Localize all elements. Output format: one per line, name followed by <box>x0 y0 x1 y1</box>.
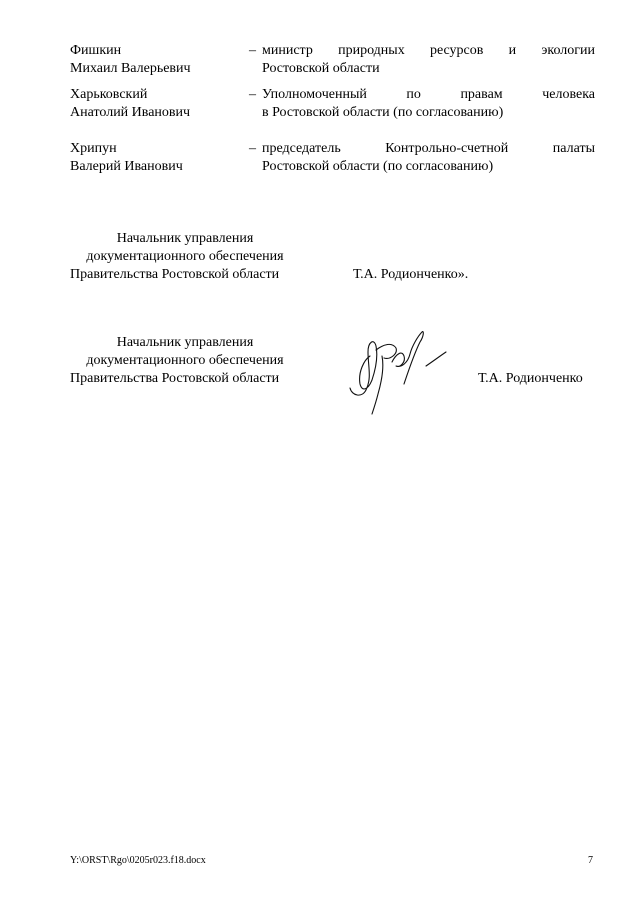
signature-block-title: Начальник управления документационного обеспечения Правительства Ростовской области <box>70 231 284 282</box>
member-role: председатель Контрольно-счетной палаты Ростовской области (по согласованию) <box>262 141 595 174</box>
member-name: Фишкин Михаил Валерьевич <box>70 43 191 76</box>
signature-block-title: Начальник управления документационного обеспечения Правительства Ростовской области <box>70 335 284 386</box>
dash-separator: – <box>249 43 256 58</box>
member-name: Хрипун Валерий Иванович <box>70 141 183 174</box>
handwritten-signature <box>338 326 458 416</box>
member-name: Харьковский Анатолий Иванович <box>70 87 191 120</box>
footer-file-path: Y:\ORST\Rgo\0205r023.f18.docx <box>70 855 206 866</box>
dash-separator: – <box>249 87 256 102</box>
member-role: Уполномоченный по правам человека в Ростовской области (по согласованию) <box>262 87 595 120</box>
signatory-name: Т.А. Родионченко». <box>353 267 469 282</box>
page-number: 7 <box>588 855 593 866</box>
dash-separator: – <box>249 141 256 156</box>
signatory-name: Т.А. Родионченко <box>478 371 583 386</box>
member-role: министр природных ресурсов и экологии Ростовской области <box>262 43 595 76</box>
